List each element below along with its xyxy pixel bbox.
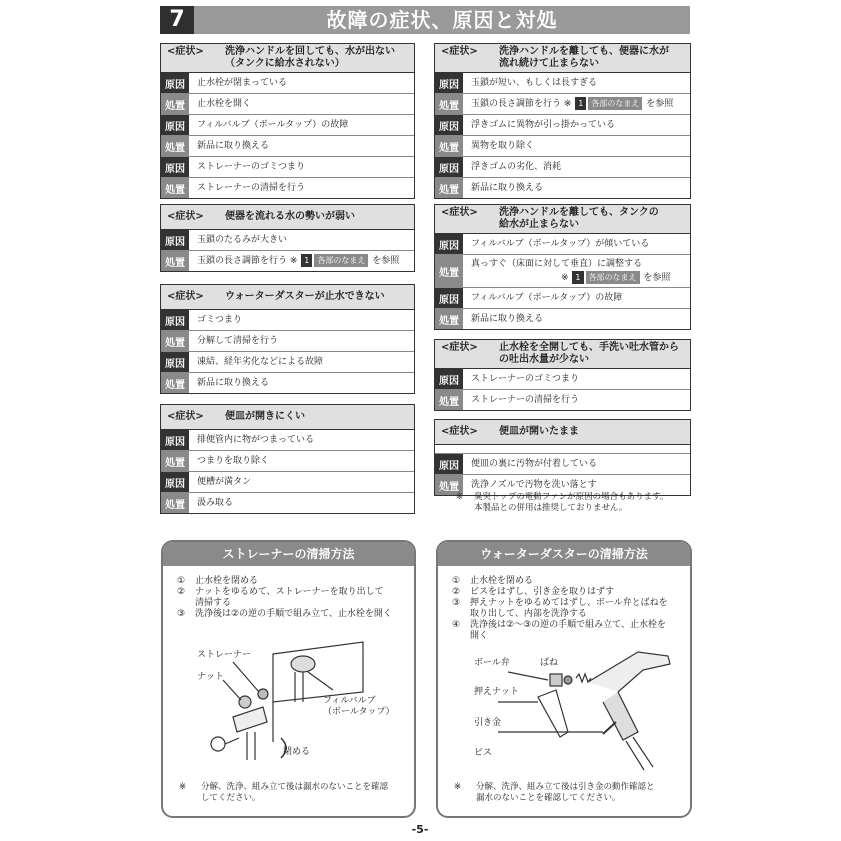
row-text-main: 真っすぐ（床面に対して垂直）に調整する [471, 258, 643, 269]
symptom-block-no-water [160, 43, 415, 199]
step-item [452, 576, 680, 587]
nut-part-icon [239, 696, 251, 708]
table-row [161, 230, 414, 250]
odor-fan-note [456, 492, 668, 514]
supply-pipe [295, 672, 303, 702]
fix-label: 処置 [161, 136, 189, 156]
ref-suffix: を参照 [372, 256, 400, 266]
symptom-text: ウォーターダスターが止水できない [225, 291, 385, 302]
cause-label: 原因 [435, 73, 463, 93]
duster-cleaning-panel [436, 540, 692, 818]
fix-label: 処置 [435, 94, 463, 114]
table-row [435, 135, 690, 156]
callout-ball-valve: ボール弁 [474, 658, 510, 668]
cause-label: 原因 [435, 454, 463, 474]
table-row [161, 93, 414, 114]
row-text: 新品に取り換える [197, 377, 270, 388]
step-list [163, 566, 414, 620]
table-row [435, 254, 690, 287]
symptom-text: 便器を流れる水の勢いが弱い [225, 211, 355, 222]
step-text: 止水栓を閉める [195, 576, 259, 586]
note-mark: ※ [456, 492, 464, 502]
callout-screw: ビス [474, 748, 493, 758]
row-text: 排便管内に物がつまっている [197, 434, 315, 445]
row-text: ストレーナーの清掃を行う [471, 394, 580, 405]
leader-line [508, 672, 548, 680]
symptom-header [435, 44, 690, 73]
panel-note [179, 782, 388, 804]
table-row [161, 135, 414, 156]
row-text: 凍結、経年劣化などによる故障 [197, 356, 324, 367]
row-text [463, 258, 678, 285]
symptom-block-duster-leak [160, 284, 415, 394]
table-row [435, 453, 690, 474]
step-text: 止水栓を閉める [470, 576, 534, 586]
symptom-text: 洗浄ハンドルを離しても、便器に水が 流れ続けて止まらない [499, 46, 669, 69]
valve-stem [225, 738, 239, 744]
note-mark: ※ [179, 782, 187, 792]
row-text: 汲み取る [197, 497, 234, 508]
callout-press-nut: 押えナット [474, 687, 519, 697]
symptom-header [435, 205, 690, 234]
row-text: 止水栓が閉まっている [197, 77, 288, 88]
table-row [161, 450, 414, 471]
row-text: 分解して清掃を行う [197, 335, 279, 346]
table-row [161, 250, 414, 271]
strainer-part-icon [258, 689, 268, 699]
table-row [161, 73, 414, 93]
trigger-part-icon [538, 690, 568, 737]
symptom-label: <症状> [441, 426, 478, 437]
row-text: つまりを取り除く [197, 455, 270, 466]
table-row [161, 430, 414, 450]
fix-label: 処置 [161, 493, 189, 513]
cause-label: 原因 [161, 310, 189, 330]
callout-spring: ばね [540, 658, 559, 668]
callout-trigger: 引き金 [474, 718, 502, 728]
symptom-block-weak-flow [160, 204, 415, 272]
symptom-label: <症状> [441, 207, 478, 218]
table-row [435, 287, 690, 308]
tank-outline [273, 642, 363, 702]
screw-icon [603, 722, 616, 734]
cause-label: 原因 [161, 73, 189, 93]
step-item [177, 609, 404, 620]
table-row [435, 308, 690, 329]
table-row [435, 156, 690, 177]
row-text: 新品に取り換える [471, 313, 544, 324]
ref-link[interactable]: 各部のなまえ [314, 254, 368, 267]
symptom-header [161, 44, 414, 73]
fix-label: 処置 [435, 390, 463, 410]
step-text: ナットをゆるめて、ストレーナーを取り出して 清掃する [195, 587, 384, 608]
fill-valve-nut-icon [291, 656, 315, 672]
note-text: 分解、洗浄、組み立て後は漏水のないことを確認 してください。 [201, 782, 389, 803]
cause-label: 原因 [161, 472, 189, 492]
step-item [452, 587, 680, 598]
ref-number: 1 [301, 254, 312, 267]
table-row [161, 310, 414, 330]
page-number: -5- [411, 823, 429, 836]
cause-label: 原因 [435, 115, 463, 135]
table-row [161, 351, 414, 372]
table-row [161, 330, 414, 351]
cause-label: 原因 [161, 115, 189, 135]
step-item [452, 598, 680, 620]
cause-label: 原因 [435, 288, 463, 308]
row-text: ゴミつまり [197, 314, 243, 325]
fix-label: 処置 [161, 373, 189, 393]
ref-link[interactable]: 各部のなまえ [586, 271, 640, 284]
symptom-block-bowl-open [434, 419, 691, 496]
leader-line [233, 662, 259, 692]
step-text: 押えナットをゆるめてはずし、ボール弁とばねを 取り出して、内部を洗浄する [470, 598, 668, 619]
table-row [161, 114, 414, 135]
step-item [177, 576, 404, 587]
hose [626, 737, 653, 770]
table-row [435, 234, 690, 254]
step-number: ③ [177, 609, 186, 619]
row-text [189, 254, 407, 268]
symptom-label: <症状> [441, 342, 478, 353]
symptom-block-water-runs [434, 43, 691, 199]
fix-label: 処置 [161, 178, 189, 198]
callout-close: 閉める [283, 747, 311, 757]
step-text: 洗浄後は②の逆の手順で組み立て、止水栓を開く [195, 609, 392, 619]
chapter-number: 7 [160, 6, 194, 34]
row-text-main: 玉鎖の長さ調節を行う ※ [471, 99, 572, 109]
ref-mark: ※ [561, 272, 569, 283]
row-text: 便皿の裏に汚物が付着している [471, 458, 598, 469]
row-text-main: 玉鎖の長さ調節を行う ※ [197, 256, 298, 266]
row-text: 新品に取り換える [197, 140, 270, 151]
press-nut-icon [550, 674, 562, 686]
fix-label: 処置 [435, 309, 463, 329]
step-text: 洗浄後は②～③の逆の手順で組み立て、止水栓を 開く [470, 620, 666, 641]
fix-label: 処置 [161, 331, 189, 351]
row-text: 新品に取り換える [471, 182, 544, 193]
ref-number: 1 [575, 97, 586, 110]
table-row [435, 73, 690, 93]
symptom-header [161, 205, 414, 230]
table-row [161, 471, 414, 492]
cause-label: 原因 [435, 157, 463, 177]
row-text: フィルバルブ（ボールタップ）の故障 [471, 292, 623, 303]
symptom-block-tank-fill [434, 204, 691, 330]
fix-label: 処置 [161, 451, 189, 471]
symptom-header [435, 420, 690, 445]
row-text: ストレーナーのゴミつまり [197, 161, 306, 172]
ball-valve-icon [564, 676, 572, 684]
symptom-header [161, 405, 414, 430]
page-title: 故障の症状、原因と対処 [326, 8, 558, 32]
step-list [438, 566, 690, 642]
symptom-header [435, 340, 690, 369]
fix-label: 処置 [435, 475, 463, 495]
symptom-text: 洗浄ハンドルを離しても、タンクの 給水が止まらない [499, 207, 659, 230]
symptom-label: <症状> [441, 46, 478, 57]
row-text: ストレーナーの清掃を行う [197, 182, 306, 193]
cause-label: 原因 [435, 369, 463, 389]
ref-suffix: を参照 [646, 99, 674, 109]
table-row [435, 177, 690, 198]
symptom-header [161, 285, 414, 310]
spring-icon [576, 674, 591, 682]
riser-pipe [247, 732, 255, 760]
fix-label: 処置 [435, 178, 463, 198]
callout-fill-valve: フィルバルブ （ボールタップ） [323, 696, 395, 717]
table-row [161, 492, 414, 513]
symptom-text: 便皿が開きにくい [225, 411, 305, 422]
table-row [161, 372, 414, 393]
stop-valve-body [233, 707, 267, 732]
fix-label: 処置 [435, 255, 463, 287]
cause-label: 原因 [161, 230, 189, 250]
row-text: フィルバルブ（ボールタップ）の故障 [197, 119, 349, 130]
row-text: 便槽が満タン [197, 476, 252, 487]
leader-line [308, 672, 333, 690]
row-text: フィルバルブ（ボールタップ）が傾いている [471, 238, 650, 249]
row-text: ストレーナーのゴミつまり [471, 373, 580, 384]
callout-strainer: ストレーナー [197, 650, 252, 660]
step-number: ① [177, 576, 186, 586]
table-row [435, 93, 690, 114]
table-row [435, 114, 690, 135]
step-number: ② [452, 587, 461, 597]
panel-note [454, 782, 655, 804]
panel-title: ストレーナーの清掃方法 [163, 542, 414, 566]
table-row [161, 177, 414, 198]
callout-nut: ナット [197, 672, 224, 682]
step-number: ③ [452, 598, 461, 608]
symptom-text: 止水栓を全開しても、手洗い吐水管から の吐出水量が少ない [499, 342, 679, 365]
row-text: 浮きゴムの劣化、消耗 [471, 161, 562, 172]
page-header [160, 6, 690, 34]
symptom-text: 便皿が開いたまま [499, 426, 579, 437]
row-text [463, 97, 681, 111]
row-text: 止水栓を開く [197, 98, 252, 109]
table-row [435, 369, 690, 389]
table-row [435, 389, 690, 410]
step-item [452, 620, 680, 642]
note-mark: ※ [454, 782, 462, 792]
cause-label: 原因 [161, 352, 189, 372]
step-number: ① [452, 576, 461, 586]
strainer-cleaning-panel [161, 540, 416, 818]
step-number: ② [177, 587, 186, 597]
leader-line [223, 680, 241, 700]
row-text: 玉鎖が短い、もしくは長すぎる [471, 77, 598, 88]
row-text: 洗浄ノズルで汚物を洗い落とす [471, 479, 597, 490]
step-text: ビスをはずし、引き金を取りはずす [470, 587, 615, 597]
panel-title: ウォーターダスターの清掃方法 [438, 542, 690, 566]
ref-suffix: を参照 [643, 272, 671, 283]
symptom-label: <症状> [167, 291, 204, 302]
cause-label: 原因 [435, 234, 463, 254]
fix-label: 処置 [161, 251, 189, 271]
row-text: 玉鎖のたるみが大きい [197, 234, 288, 245]
symptom-block-low-flow [434, 339, 691, 411]
table-row [161, 156, 414, 177]
symptom-label: <症状> [167, 411, 204, 422]
valve-handle-icon [211, 737, 225, 751]
step-item [177, 587, 404, 609]
row-text: 浮きゴムに異物が引っ掛かっている [471, 119, 616, 130]
fix-label: 処置 [435, 136, 463, 156]
symptom-text: 洗浄ハンドルを回しても、水が出ない （タンクに給水されない） [225, 46, 395, 69]
symptom-label: <症状> [167, 211, 204, 222]
gun-nozzle [588, 652, 670, 692]
ref-number: 1 [572, 271, 583, 284]
gun-grip [603, 692, 638, 740]
row-text: 異物を取り除く [471, 140, 535, 151]
step-number: ④ [452, 620, 461, 630]
note-text: 臭突トップの電動ファンが原因の場合もあります。 本製品との併用は推奨しておりません。 [474, 492, 669, 513]
symptom-block-bowl-hard-open [160, 404, 415, 514]
cause-label: 原因 [161, 157, 189, 177]
ref-link[interactable]: 各部のなまえ [588, 97, 642, 110]
fix-label: 処置 [161, 94, 189, 114]
note-text: 分解、洗浄、組み立て後は引き金の動作確認と 漏水のないことを確認してください。 [476, 782, 655, 803]
symptom-label: <症状> [167, 46, 204, 57]
cause-label: 原因 [161, 430, 189, 450]
